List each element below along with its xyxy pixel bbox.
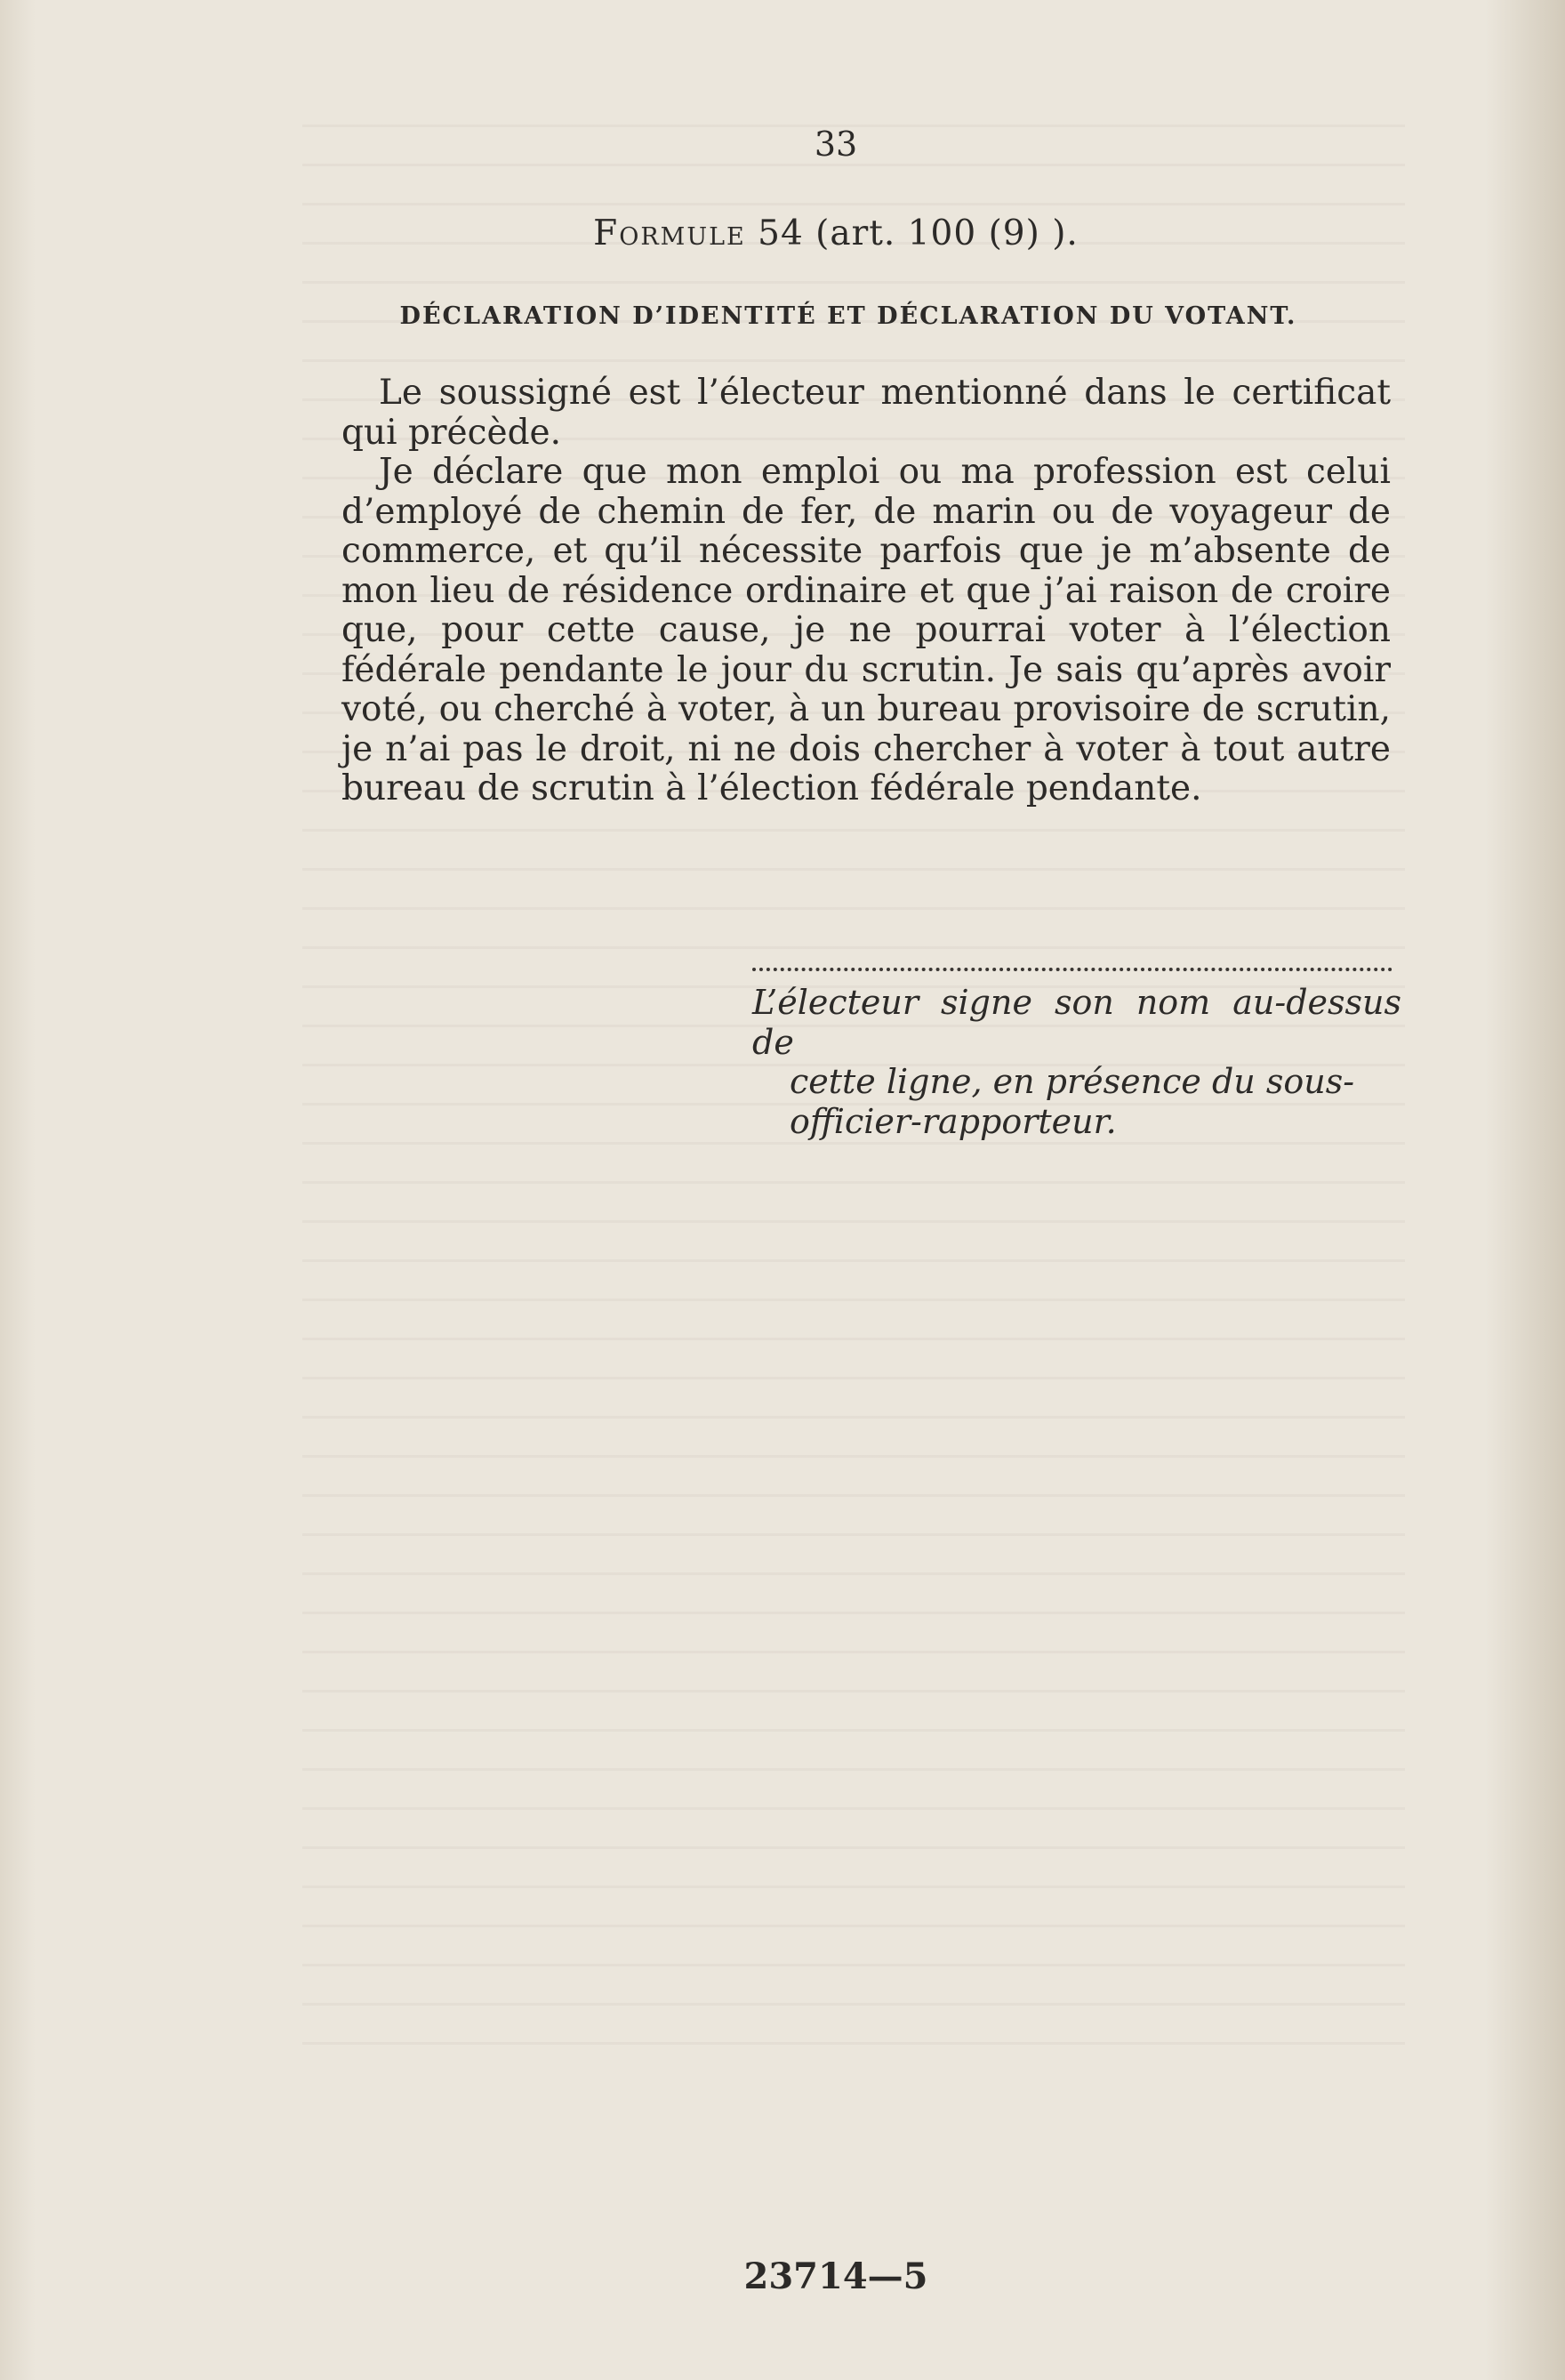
paragraph-declaration: Je déclare que mon emploi ou ma profession est celui d’employé de chemin de fer, de marin ou de voyageur de commerce, et qu’il nécessite parfois que je m’absente de mon lieu de résidence ordinaire et que j’ai raison de croire que, pour cette cause, je ne pourrai voter à l’élection fédérale pendante le jour du scrutin. Je sais qu’après avoir voté, ou cherché à voter, à un bureau provisoire de scrutin, je n’ai pas le droit, ni ne dois chercher à voter à tout autre bureau de scrutin à l’élection fédérale pendante. <box>341 452 1391 808</box>
printer-reference: 23714—5 <box>743 2255 928 2297</box>
signature-dotted-line <box>752 955 1392 971</box>
signature-caption-line-3: officier-rapporteur. <box>790 1101 1117 1141</box>
form-heading <box>53 213 1565 253</box>
form-heading-prefix: Formule <box>593 213 746 253</box>
paragraph-identity: Le soussigné est l’électeur mentionné dans le certificat qui précède. <box>341 373 1391 453</box>
signature-caption-line-1: L’électeur signe son nom au-dessus de <box>752 983 1401 1062</box>
page-number: 33 <box>814 125 858 164</box>
form-heading-rest: 54 (art. 100 (9) ). <box>745 213 1079 253</box>
declaration-body <box>341 374 1391 809</box>
declaration-title: DÉCLARATION D’IDENTITÉ ET DÉCLARATION DU VOTANT. <box>399 302 1297 330</box>
signature-caption <box>752 983 1401 1141</box>
signature-caption-line-2: cette ligne, en présence du sous- <box>790 1062 1355 1101</box>
